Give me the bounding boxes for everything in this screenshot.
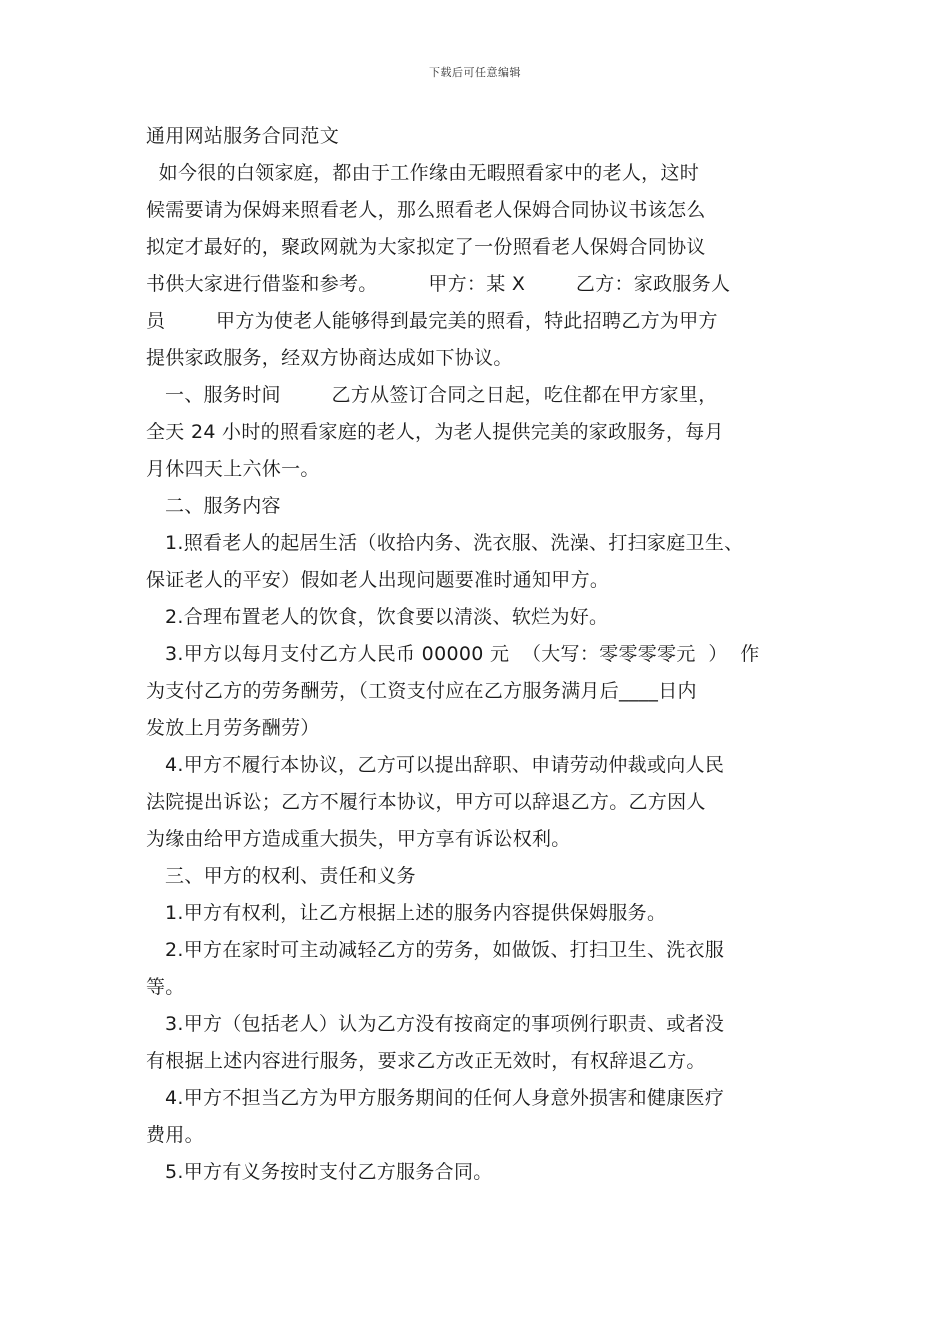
text-line: 费用。 bbox=[146, 1124, 204, 1146]
text-line: 书供大家进行借鉴和参考。 甲方：某 X 乙方：家政服务人 bbox=[146, 273, 731, 295]
clause-item bbox=[146, 1080, 816, 1154]
text-line: 为支付乙方的劳务酬劳，（工资支付应在乙方服务满月后____日内 bbox=[146, 680, 697, 702]
text-line: 4.甲方不担当乙方为甲方服务期间的任何人身意外损害和健康医疗 bbox=[146, 1087, 725, 1109]
text-line: 2.甲方在家时可主动减轻乙方的劳务，如做饭、打扫卫生、洗衣服 bbox=[146, 939, 725, 961]
text-line: 候需要请为保姆来照看老人，那么照看老人保姆合同协议书该怎么 bbox=[146, 199, 706, 221]
clause-item bbox=[146, 895, 816, 932]
text-line: 4.甲方不履行本协议，乙方可以提出辞职、申请劳动仲裁或向人民 bbox=[146, 754, 725, 776]
text-line: 3.甲方（包括老人）认为乙方没有按商定的事项例行职责、或者没 bbox=[146, 1013, 725, 1035]
intro-paragraph bbox=[146, 155, 816, 377]
text-line: 2.合理布置老人的饮食，饮食要以清淡、软烂为好。 bbox=[146, 606, 609, 628]
section-heading-text: 三、甲方的权利、责任和义务 bbox=[146, 865, 416, 887]
text-line: 发放上月劳务酬劳） bbox=[146, 717, 320, 739]
text-line: 1.照看老人的起居生活（收拾内务、洗衣服、洗澡、打扫家庭卫生、 bbox=[146, 532, 744, 554]
text-line: 月休四天上六休一。 bbox=[146, 458, 320, 480]
text-line: 全天 24 小时的照看家庭的老人，为老人提供完美的家政服务，每月 bbox=[146, 421, 724, 443]
text-line: 等。 bbox=[146, 976, 185, 998]
clause-item bbox=[146, 1154, 816, 1191]
clause-item bbox=[146, 599, 816, 636]
section-heading bbox=[146, 858, 816, 895]
text-line: 有根据上述内容进行服务，要求乙方改正无效时，有权辞退乙方。 bbox=[146, 1050, 706, 1072]
clause-item bbox=[146, 932, 816, 1006]
text-line: 1.甲方有权利，让乙方根据上述的服务内容提供保姆服务。 bbox=[146, 902, 667, 924]
text-line: 提供家政服务，经双方协商达成如下协议。 bbox=[146, 347, 513, 369]
clause-item bbox=[146, 636, 816, 747]
clause-item bbox=[146, 525, 816, 599]
text-line: 一、服务时间 乙方从签订合同之日起，吃住都在甲方家里， bbox=[146, 384, 718, 406]
page-header: 下载后可任意编辑 bbox=[429, 66, 521, 79]
section-heading bbox=[146, 488, 816, 525]
text-line: 3.甲方以每月支付乙方人民币 00000 元 （大写：零零零零元 ） 作 bbox=[146, 643, 760, 665]
document-title: 通用网站服务合同范文 bbox=[146, 125, 340, 147]
text-line: 员 甲方为使老人能够得到最完美的照看，特此招聘乙方为甲方 bbox=[146, 310, 718, 332]
clause-item bbox=[146, 1006, 816, 1080]
text-line: 法院提出诉讼；乙方不履行本协议，甲方可以辞退乙方。乙方因人 bbox=[146, 791, 706, 813]
document-body bbox=[146, 118, 816, 1191]
text-line: 如今很的白领家庭，都由于工作缘由无暇照看家中的老人，这时 bbox=[146, 162, 700, 184]
text-line: 为缘由给甲方造成重大损失，甲方享有诉讼权利。 bbox=[146, 828, 571, 850]
text-line: 保证老人的平安）假如老人出现问题要准时通知甲方。 bbox=[146, 569, 610, 591]
section-heading-text: 二、服务内容 bbox=[146, 495, 281, 517]
text-line: 拟定才最好的，聚政网就为大家拟定了一份照看老人保姆合同协议 bbox=[146, 236, 706, 258]
section-service-time bbox=[146, 377, 816, 488]
clause-item bbox=[146, 747, 816, 858]
text-line: 5.甲方有义务按时支付乙方服务合同。 bbox=[146, 1161, 493, 1183]
